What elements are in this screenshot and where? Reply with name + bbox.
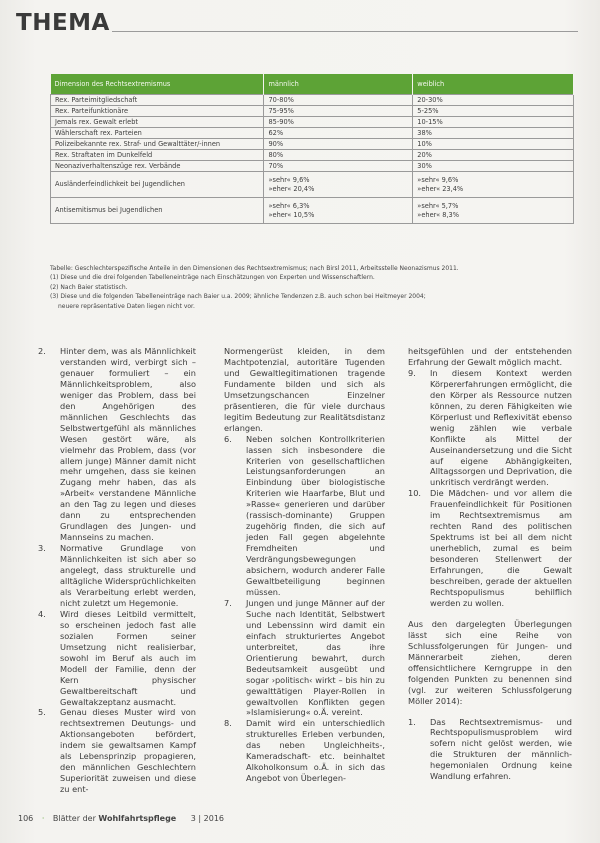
- paragraph-text: Damit wird ein unterschiedlich strukturelles Erleben verbunden, das neben Ungleichheits-, Kameradschaft- etc. beinhaltet Alkoholkonsum o.Ä. in sich das Angebot von Überlegen-: [246, 718, 385, 784]
- body-paragraph: [224, 346, 385, 434]
- body-paragraph: [408, 488, 572, 608]
- paragraph-number: 6.: [224, 433, 232, 444]
- paragraph-text: Normengerüst kleiden, in dem Machtpotenzial, autoritäre Tugenden und Gewaltlegitimationen tragende Fundamente bilden und sich als Umsetzungschancen Einzelner präsentieren, die für viele durchaus legitim Bedeutung zur Realitätsdistanz erlangen.: [224, 346, 385, 433]
- table-body: [51, 95, 574, 224]
- table-row: [51, 95, 574, 106]
- table-cell: »sehr« 9,6% »eher« 23,4%: [413, 172, 574, 198]
- table-row: [51, 139, 574, 150]
- table-cell: Rex. Parteifunktionäre: [51, 106, 264, 117]
- page-footer: [18, 814, 224, 823]
- table-cell: 90%: [264, 139, 413, 150]
- note: neuere repräsentative Daten liegen nicht vor.: [58, 302, 195, 310]
- text-column-2: [224, 346, 385, 784]
- paragraph-number: 2.: [38, 346, 46, 356]
- note: (1) Diese und die drei folgenden Tabelleneinträge nach Einschätzungen von Experten und Wissenschaftlern.: [50, 274, 375, 282]
- table-cell: 70%: [264, 161, 413, 172]
- table-cell: »sehr« 6,3% »eher« 10,5%: [264, 198, 413, 224]
- body-paragraph: [408, 368, 572, 488]
- table-cell: Neonaziverhaltenszüge rex. Verbände: [51, 161, 264, 172]
- table-row: [51, 106, 574, 117]
- table-row: [51, 172, 574, 198]
- table-cell: 10%: [413, 139, 574, 150]
- paragraph-text: Jungen und junge Männer auf der Suche nach Identität, Selbstwert und Lebenssinn wird damit ein einfach strukturiertes Angebot unterbreitet, das ihre Orientierung bewahrt, durch Bedeutsamkeit ausgeübt und sogar ›politisch‹ wirkt – bis hin zu gewalttätigen Player-Rollen in gewaltvollen Konflikten gegen »Islamisierung« o.Ä. vereint.: [246, 597, 385, 718]
- paragraph-number: 9.: [408, 367, 416, 378]
- section-title: THEMA: [16, 10, 110, 36]
- paragraph-text: Die Mädchen- und vor allem die Frauenfeindlichkeit für Positionen im Rechtsextremismus am rechten Rand des politischen Spektrums ist bei all dem nicht unerheblich, zumal es beim besonderen Stellenwert der Erfahrungen, die Gewalt beschreiben, gerade der aktuellen Rechtspopulismus behilflich werden zu wollen.: [430, 488, 572, 608]
- table-row: [51, 128, 574, 139]
- paragraph-number: 7.: [224, 597, 232, 608]
- table-cell: 62%: [264, 128, 413, 139]
- table-cell: »sehr« 9,6% »eher« 20,4%: [264, 172, 413, 198]
- table-row: [51, 150, 574, 161]
- body-paragraph: [224, 598, 385, 718]
- journal-prefix: Blätter der: [52, 814, 99, 823]
- table-cell: 70-80%: [264, 95, 413, 106]
- table-cell: 85-90%: [264, 117, 413, 128]
- table-cell: Rex. Straftaten im Dunkelfeld: [51, 150, 264, 161]
- body-paragraph: [408, 717, 572, 783]
- table-header-row: [51, 74, 574, 95]
- table-cell: 5-25%: [413, 106, 574, 117]
- table-cell: 80%: [264, 150, 413, 161]
- note: Tabelle: Geschlechterspezifische Anteile in den Dimensionen des Rechtsextremismus; nach Birsl 2011, Arbeitsstelle Neonazismus 2011.: [50, 265, 459, 272]
- paragraph-text: Das Rechtsextremismus- und Rechtspopulismusproblem wird sofern nicht gelöst werden, wie die Strukturen der männlich-hegemonialen Ordnung keine Wandlung erfahren.: [430, 716, 572, 782]
- page-number: 106: [18, 814, 34, 823]
- table-cell: Polizeibekannte rex. Straf- und Gewalttäter/-innen: [51, 139, 264, 150]
- table-notes: [50, 265, 576, 312]
- issue-label: 3 | 2016: [190, 814, 224, 823]
- paragraph-number: 10.: [408, 488, 422, 499]
- data-table: [50, 74, 574, 224]
- table-cell: 10-15%: [413, 117, 574, 128]
- table-cell: 75-95%: [264, 106, 413, 117]
- journal-name: Wohlfahrtspflege: [98, 814, 177, 823]
- table-cell: Ausländerfeindlichkeit bei Jugendlichen: [51, 172, 264, 198]
- paragraph-text: Hinter dem, was als Männlichkeit verstanden wird, verbirgt sich – genauer formuliert – ein Männlichkeitsproblem, also weniger das Problem, dass bei den Angehörigen des männlichen Geschlechts das Selbstwertgefühl als männliches Wesen gestört wäre, als vielmehr das Problem, dass (vor allem junge) Männer damit nicht mehr umgehen, dass sie keinen Zugang mehr haben, das als »Arbeit« verstandene Männliche an den Tag zu legen und dieses dann zu entsprechenden Grundlagen des Jungen- und Mannseins zu machen.: [60, 346, 196, 543]
- paragraph-number: 3.: [38, 543, 46, 554]
- body-paragraph: [38, 543, 196, 609]
- table-header-cell: männlich: [264, 74, 413, 95]
- body-paragraph: [38, 609, 196, 708]
- body-paragraph: [224, 718, 385, 784]
- table-cell: 30%: [413, 161, 574, 172]
- paragraph-text: Wird dieses Leitbild vermittelt, so erscheinen jedoch fast alle sozialen Formen seiner Umsetzung nicht realisierbar, sowohl im Beruf als auch im Modell der Familie, denn der Kern physischer Gewaltbereitschaft und Gewaltakzeptanz ausmacht.: [60, 608, 196, 707]
- table-cell: Wählerschaft rex. Parteien: [51, 128, 264, 139]
- paragraph-number: 1.: [408, 716, 416, 727]
- table-cell: 20%: [413, 150, 574, 161]
- body-paragraph: [38, 346, 196, 543]
- note: (3) Diese und die folgenden Tabelleneinträge nach Baier u.a. 2009; ähnliche Tendenzen z.B. auch schon bei Heitmeyer 2004;: [50, 293, 426, 301]
- table-cell: Jemals rex. Gewalt erlebt: [51, 117, 264, 128]
- text-column-1: [38, 346, 196, 795]
- body-paragraph: [408, 346, 572, 368]
- table-cell: 20-30%: [413, 95, 574, 106]
- table-cell: Rex. Parteimitgliedschaft: [51, 95, 264, 106]
- table-header-cell: weiblich: [413, 74, 574, 95]
- paragraph-text: Normative Grundlage von Männlichkeiten ist sich aber so angelegt, dass strukturelle und alltägliche Widersprüchlichkeiten als Verarbeitung erlebt werden, nicht zuletzt um Hegemonie.: [60, 543, 196, 608]
- table-cell: Antisemitismus bei Jugendlichen: [51, 198, 264, 224]
- paragraph-text: Neben solchen Kontrollkriterien lassen sich insbesondere die Kriterien von gesellschaftlichen Leistungsanforderungen an Einbindung über biologistische Kriterien wie Haarfarbe, Blut und »Rasse« generieren und darüber (rassisch-dominante) Gruppen zugehörig finden, die sich auf jeden Fall gegen abgelehnte Fremdheiten und Verdrängungsbewegungen absichern, wodurch anderer Falle Gewaltbeteiligung beginnen müssen.: [246, 433, 385, 597]
- paragraph-number: 4.: [38, 608, 46, 619]
- text-column-3: [408, 346, 572, 782]
- table-row: [51, 198, 574, 224]
- table-cell: »sehr« 5,7% »eher« 8,3%: [413, 198, 574, 224]
- header-rule: [112, 31, 578, 32]
- table-cell: 38%: [413, 128, 574, 139]
- table-header-cell: Dimension des Rechtsextremismus: [51, 74, 264, 95]
- body-paragraph: [408, 619, 572, 707]
- footer-separator: ·: [41, 814, 45, 823]
- table-row: [51, 161, 574, 172]
- paragraph-text: Genau dieses Muster wird von rechtsextremen Deutungs- und Aktionsangeboten befördert, indem sie gewaltsamen Kampf als Lebensprinzip propagieren, den männlichen Geschlechtern Superiorität zuweisen und diese zu ent-: [60, 707, 196, 795]
- table-row: [51, 117, 574, 128]
- body-paragraph: [224, 434, 385, 598]
- paragraph-text: heitsgefühlen und der entstehenden Erfahrung der Gewalt möglich macht.: [408, 346, 572, 367]
- paragraph-number: 5.: [38, 707, 46, 718]
- paragraph-number: 8.: [224, 718, 232, 729]
- note: (2) Nach Baier statistisch.: [50, 283, 128, 291]
- paragraph-text: In diesem Kontext werden Körpererfahrungen ermöglicht, die den Körper als Ressource nutzen können, zu deren Fähigkeiten wie Körperlust und Reflexivität ebenso wenig zählen wie verbale Konflikte als Mittel der Auseinandersetzung und die Sicht auf eigene Abhängigkeiten, Alltagssorgen und Deprivation, die unkritisch verdrängt werden.: [430, 367, 572, 488]
- body-paragraph: [38, 707, 196, 795]
- paragraph-text: Aus den dargelegten Überlegungen lässt sich eine Reihe von Schlussfolgerungen für Jungen- und Männerarbeit ziehen, deren offensichtlichere Kerngruppe in den folgenden Punkten zu benennen sind (vgl. zur weiteren Schlussfolgerung Möller 2014):: [408, 618, 572, 706]
